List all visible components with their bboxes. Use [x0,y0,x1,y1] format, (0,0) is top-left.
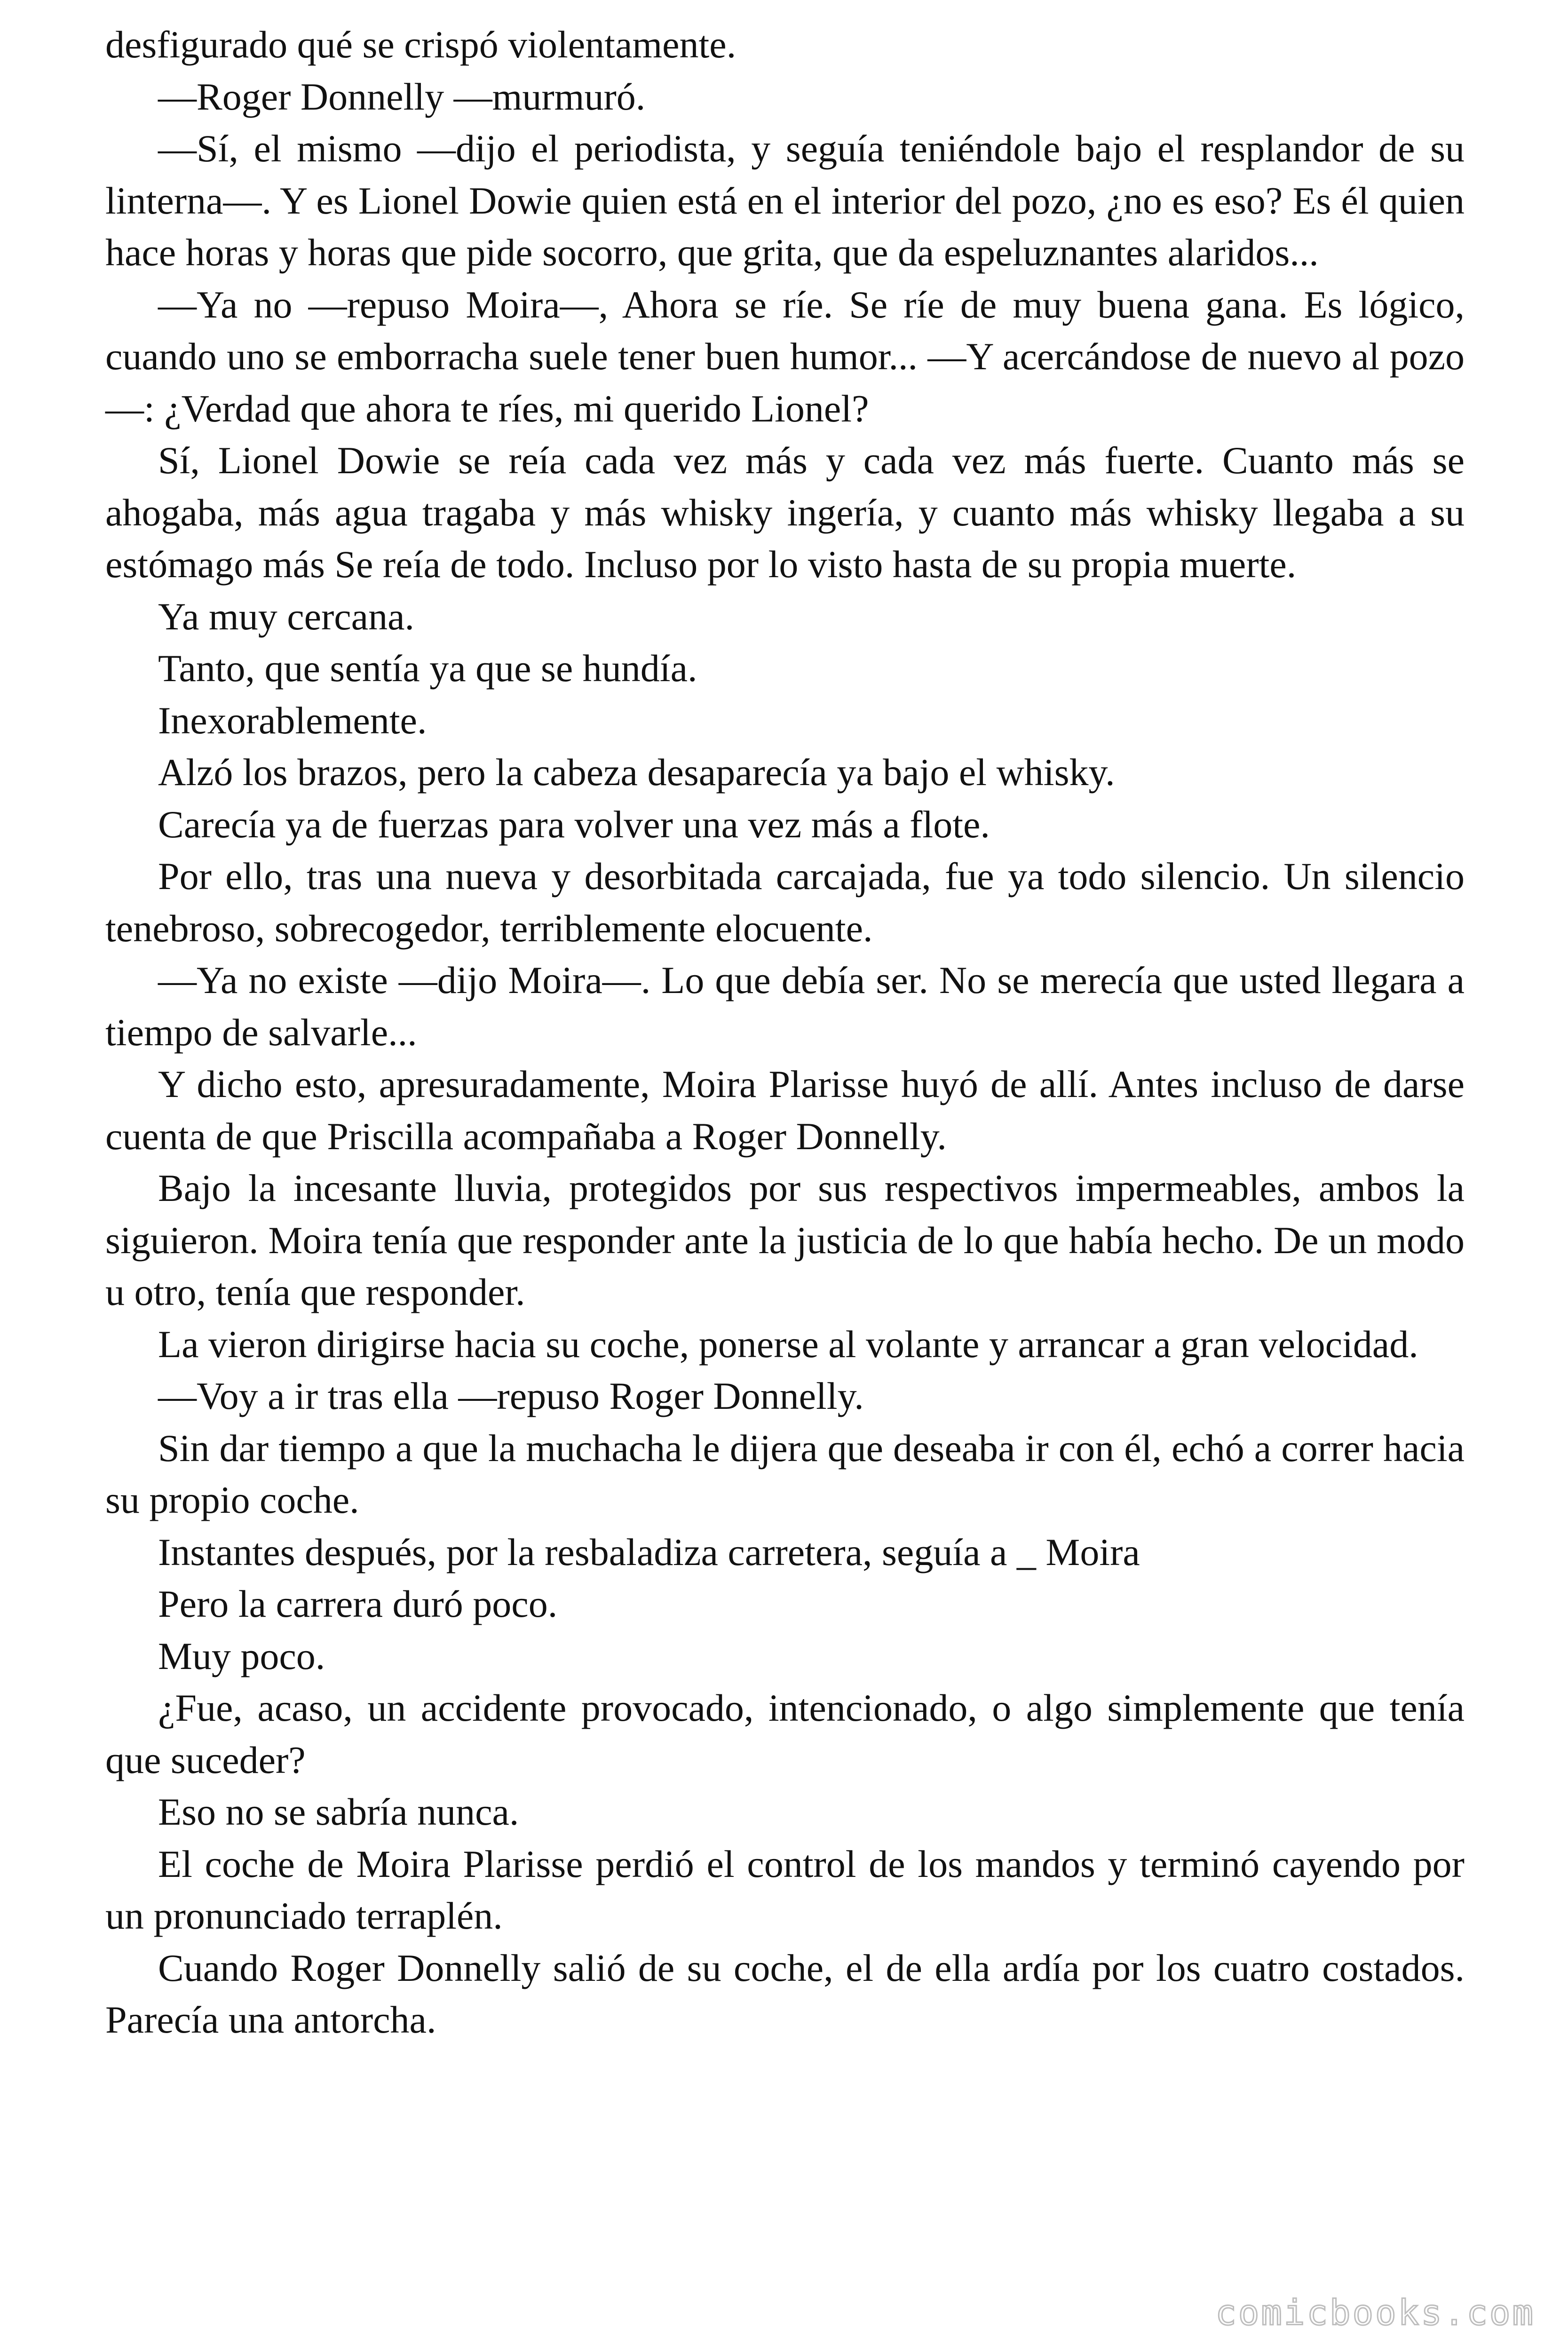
paragraph: ¿Fue, acaso, un accidente provocado, intencionado, o algo simplemente que tenía que suceder? [105,1686,1465,1781]
paragraph: Carecía ya de fuerzas para volver una vez más a flote. [158,803,990,846]
watermark: comicbooks.com [1215,2293,1535,2333]
paragraph: Tanto, que sentía ya que se hundía. [158,647,697,690]
paragraph: Inexorablemente. [158,699,427,742]
paragraph: Instantes después, por la resbaladiza carretera, seguía a _ Moira [158,1530,1140,1573]
paragraph: desfigurado qué se crispó violentamente. [105,23,736,66]
paragraph: —Voy a ir tras ella —repuso Roger Donnelly. [158,1375,864,1417]
paragraph: Pero la carrera duró poco. [158,1582,558,1625]
paragraph: —Sí, el mismo —dijo el periodista, y seguía teniéndole bajo el resplandor de su linterna—. Y es Lionel Dowie quien está en el interior del pozo, ¿no es eso? Es él quien hace horas y horas que pide socorro, que grita, que da espeluznantes alaridos... [105,127,1465,274]
paragraph: —Ya no existe —dijo Moira—. Lo que debía ser. No se merecía que usted llegara a tiempo de salvarle... [105,959,1465,1054]
paragraph: Eso no se sabría nunca. [158,1790,519,1833]
page-body [105,19,1465,2046]
paragraph: —Ya no —repuso Moira—, Ahora se ríe. Se ríe de muy buena gana. Es lógico, cuando uno se emborracha suele tener buen humor... —Y acercándose de nuevo al pozo—: ¿Verdad que ahora te ríes, mi querido Lionel? [105,283,1465,430]
paragraph: Y dicho esto, apresuradamente, Moira Plarisse huyó de allí. Antes incluso de darse cuenta de que Priscilla acompañaba a Roger Donnelly. [105,1063,1465,1158]
paragraph: El coche de Moira Plarisse perdió el control de los mandos y terminó cayendo por un pronunciado terraplén. [105,1842,1465,1937]
paragraph: Muy poco. [158,1634,325,1677]
paragraph: —Roger Donnelly —murmuró. [158,75,646,118]
paragraph: Sin dar tiempo a que la muchacha le dijera que deseaba ir con él, echó a correr hacia su propio coche. [105,1426,1465,1521]
paragraph: Sí, Lionel Dowie se reía cada vez más y cada vez más fuerte. Cuanto más se ahogaba, más agua tragaba y más whisky ingería, y cuanto más whisky llegaba a su estómago más Se reía de todo. Incluso por lo visto hasta de su propia muerte. [105,439,1465,586]
paragraph: Cuando Roger Donnelly salió de su coche, el de ella ardía por los cuatro costados. Parecía una antorcha. [105,1946,1465,2041]
paragraph: Por ello, tras una nueva y desorbitada carcajada, fue ya todo silencio. Un silencio tenebroso, sobrecogedor, terriblemente elocuente. [105,855,1465,950]
paragraph: Alzó los brazos, pero la cabeza desaparecía ya bajo el whisky. [158,751,1115,794]
paragraph: La vieron dirigirse hacia su coche, ponerse al volante y arrancar a gran velocidad. [158,1322,1418,1366]
paragraph: Ya muy cercana. [158,595,414,638]
paragraph: Bajo la incesante lluvia, protegidos por sus respectivos impermeables, ambos la siguieron. Moira tenía que responder ante la justicia de lo que había hecho. De un modo u otro, tenía que responder. [105,1167,1465,1313]
